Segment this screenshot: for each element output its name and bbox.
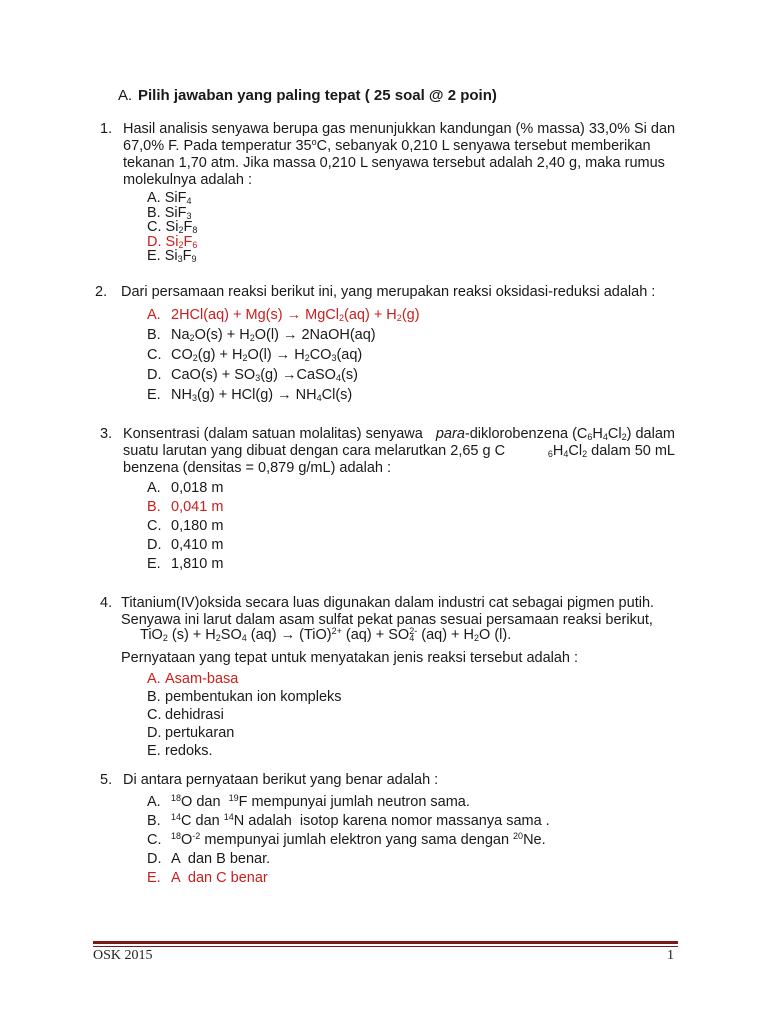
- q4-eq-s3: 4: [241, 633, 247, 643]
- q4-option-d-text: pertukaran: [165, 725, 235, 741]
- q2-option-c[interactable]: [147, 345, 420, 365]
- q2-a-p2: (aq) + H: [344, 307, 397, 323]
- q3-l1-italic: para: [435, 426, 465, 442]
- q3-option-b-correct[interactable]: [147, 498, 223, 517]
- q5-option-b[interactable]: [147, 812, 550, 831]
- q2-e-p2: (g) + HCl(g) → NH: [196, 387, 317, 403]
- q2-a-s1: 2: [338, 313, 344, 323]
- q4-option-c-text: dehidrasi: [165, 707, 224, 723]
- q1-line1: Hasil analisis senyawa berupa gas menunjukkan kandungan (% massa) 33,0% Si dan: [123, 121, 676, 137]
- q1-option-a-label: A.: [147, 190, 161, 206]
- q2-options: [147, 305, 420, 405]
- q4-option-d-label: D.: [147, 725, 162, 741]
- q2-d-p1: CaO(s) + SO: [171, 367, 256, 383]
- q2-c-p5: (aq): [336, 347, 363, 363]
- q4-eq-p5: (aq) + SO: [341, 627, 410, 643]
- q3-l2-s2: 4: [563, 449, 569, 459]
- q1-option-e-f2: F: [182, 248, 192, 264]
- q3-number: 3.: [100, 426, 113, 442]
- q5-a-p1: O dan: [181, 794, 229, 810]
- q2-c-p3: O(l) → H: [247, 347, 305, 363]
- q3-l1-b: -diklorobenzena (C: [464, 426, 588, 442]
- q4-option-e-label: E.: [147, 743, 161, 759]
- q5-option-c-label: C.: [147, 832, 162, 848]
- q5-a-sup1: 18: [171, 793, 182, 803]
- section-letter: A.: [118, 87, 133, 104]
- q1-option-e-label: E.: [147, 248, 161, 264]
- q1-option-d-s2: 6: [192, 239, 198, 250]
- q3-l1-rest: [436, 426, 675, 443]
- q2-option-c-label: C.: [147, 347, 162, 363]
- q3-l1-d: Cl: [607, 426, 622, 442]
- q4-eq-p7: O (l).: [479, 627, 512, 643]
- q5-option-d[interactable]: [147, 850, 550, 869]
- section-title: Pilih jawaban yang paling tepat ( 25 soal @ 2 poin): [138, 87, 497, 104]
- q4-option-b[interactable]: [147, 688, 342, 706]
- q3-text: [123, 426, 675, 477]
- q4-text: [121, 595, 677, 629]
- q2-c-p2: (g) + H: [197, 347, 243, 363]
- q3-l2-s1: 6: [547, 449, 553, 459]
- q2-option-d[interactable]: [147, 365, 420, 385]
- q4-options: [147, 670, 342, 760]
- q4-eq-s1: 2: [162, 633, 168, 643]
- q3-option-b-label: B.: [147, 499, 161, 515]
- q3-option-d[interactable]: [147, 536, 223, 555]
- q1-option-e[interactable]: [147, 249, 197, 264]
- q5-a-sup2: 19: [228, 793, 239, 803]
- q1-line2-a: 67,0% F. Pada temperatur 35: [123, 138, 312, 154]
- q1-option-c-label: C.: [147, 219, 162, 235]
- footer-rule-thick: [93, 941, 678, 944]
- q1-option-b-label: B.: [147, 204, 161, 221]
- q2-d-p3: (s): [340, 367, 358, 383]
- q3-option-c-label: C.: [147, 518, 162, 534]
- q1-option-e-f1: Si: [164, 248, 178, 264]
- q5-c-sup2: -2: [192, 831, 201, 841]
- q1-line4: molekulnya adalah :: [123, 172, 252, 188]
- q1-option-b-f1: SiF: [164, 204, 187, 221]
- q5-option-e-text: A dan C benar: [171, 870, 268, 886]
- q2-e-s2: 4: [316, 393, 322, 403]
- q4-eq-s4: 4: [409, 633, 415, 643]
- footer-rule-thin: [93, 946, 678, 947]
- q5-a-p2: F mempunyai jumlah neutron sama.: [238, 794, 470, 810]
- q2-e-s1: 3: [191, 393, 197, 403]
- q3-l2-d: dalam 50 mL: [587, 443, 675, 459]
- q3-option-d-text: 0,410 m: [171, 537, 224, 553]
- q3-option-e-label: E.: [147, 556, 161, 572]
- q3-l1-s3: 2: [621, 432, 627, 442]
- q4-option-c-label: C.: [147, 707, 162, 723]
- q1-option-a-f1: SiF: [164, 190, 187, 206]
- q1-option-b[interactable]: [147, 206, 197, 221]
- q2-number: 2.: [95, 284, 108, 300]
- q1-option-c-f1: Si: [165, 219, 179, 235]
- q4-equation: [140, 627, 511, 644]
- q1-option-d-f1: Si: [165, 233, 179, 250]
- q3-l1-s2: 4: [602, 432, 608, 442]
- q3-option-e-text: 1,810 m: [171, 556, 224, 572]
- q1-option-b-s1: 3: [186, 210, 192, 221]
- q5-option-b-label: B.: [147, 813, 161, 829]
- q3-l2-a: suatu larutan yang dibuat dengan cara melarutkan 2,65 g C: [123, 443, 506, 459]
- q1-option-a[interactable]: [147, 191, 197, 206]
- q3-option-d-label: D.: [147, 537, 162, 553]
- q2-b-p3: O(l) → 2NaOH(aq): [254, 327, 376, 343]
- q3-option-a[interactable]: [147, 479, 223, 498]
- q4-eq-s2: 2: [215, 633, 221, 643]
- q2-option-e[interactable]: [147, 385, 420, 405]
- q5-option-c[interactable]: [147, 831, 550, 850]
- q4-eq-p3: SO: [220, 627, 242, 643]
- q4-option-b-text: pembentukan ion kompleks: [165, 689, 342, 705]
- q5-c-p1: O: [181, 832, 193, 848]
- q1-option-d-s1: 2: [178, 239, 184, 250]
- q3-option-a-text: 0,018 m: [171, 480, 224, 496]
- q2-a-p1: 2HCl(aq) + Mg(s) → MgCl: [171, 307, 339, 323]
- q5-option-d-text: A dan B benar.: [171, 851, 271, 867]
- q4-option-a-label: A.: [147, 671, 161, 687]
- q4-option-a-correct[interactable]: [147, 670, 342, 688]
- q5-b-p2: N adalah isotop karena nomor massanya sama .: [233, 813, 550, 829]
- q4-option-e-text: redoks.: [165, 743, 213, 759]
- q4-eq-sup1: 2+: [331, 626, 342, 636]
- q5-b-p1: C dan: [181, 813, 224, 829]
- q2-option-b[interactable]: [147, 325, 420, 345]
- q2-e-p3: Cl(s): [321, 387, 353, 403]
- q5-c-sup1: 18: [171, 831, 182, 841]
- q2-c-s1: 2: [192, 353, 198, 363]
- q3-line2: [123, 443, 675, 460]
- q2-option-e-label: E.: [147, 387, 161, 403]
- q4-eq-sup2: 2-: [409, 626, 418, 636]
- q1-line2-b: C, sebanyak 0,210 L senyawa tersebut memberikan: [316, 138, 651, 154]
- q2-c-p1: CO: [171, 347, 193, 363]
- q5-option-d-label: D.: [147, 851, 162, 867]
- q3-options: [147, 479, 223, 574]
- page-number: 1: [667, 948, 674, 963]
- q1-number: 1.: [100, 121, 113, 137]
- q1-option-c-s2: 8: [192, 225, 198, 235]
- q2-option-a-correct[interactable]: [147, 305, 420, 325]
- q4-option-d[interactable]: [147, 724, 342, 742]
- q4-option-a-text: Asam-basa: [165, 671, 239, 687]
- q2-option-a-label: A.: [147, 307, 161, 323]
- q1-option-c-f2: F: [183, 219, 193, 235]
- q2-d-s1: 3: [255, 373, 261, 383]
- q2-d-p2: (g) →CaSO: [260, 367, 336, 383]
- q1-option-d-correct[interactable]: [147, 235, 197, 250]
- q1-option-a-s1: 4: [186, 196, 192, 206]
- q4-line2: Senyawa ini larut dalam asam sulfat pekat panas sesuai persamaan reaksi berikut,: [121, 612, 653, 628]
- q3-option-c[interactable]: [147, 517, 223, 536]
- q2-b-s2: 2: [249, 333, 255, 343]
- q5-option-e-label: E.: [147, 870, 161, 886]
- q2-d-s2: 4: [335, 373, 341, 383]
- q4-eq-p1: TiO: [140, 627, 163, 643]
- q5-b-sup1: 14: [171, 812, 182, 822]
- q3-l1-c: H: [592, 426, 603, 442]
- q3-line3: benzena (densitas = 0,879 g/mL) adalah :: [123, 460, 392, 476]
- q2-b-p1: Na: [171, 327, 190, 343]
- q1-option-c[interactable]: [147, 220, 197, 235]
- q1-line2: [123, 138, 675, 155]
- q1-option-e-s2: 9: [191, 254, 197, 264]
- q3-option-a-label: A.: [147, 480, 161, 496]
- q3-l2-s3: 2: [582, 449, 588, 459]
- q2-b-p2: O(s) + H: [194, 327, 250, 343]
- q5-option-a[interactable]: [147, 793, 550, 812]
- q2-c-s2: 2: [242, 353, 248, 363]
- q2-e-p1: NH: [171, 387, 192, 403]
- q4-prompt: Pernyataan yang tepat untuk menyatakan jenis reaksi tersebut adalah :: [121, 650, 579, 666]
- q5-text: Di antara pernyataan berikut yang benar adalah :: [123, 772, 439, 788]
- q4-number: 4.: [100, 595, 113, 611]
- q3-l2-rest: [548, 443, 675, 460]
- q2-b-s1: 2: [189, 333, 195, 343]
- q4-option-e[interactable]: [147, 742, 342, 760]
- q1-options: [147, 191, 197, 264]
- q4-option-c[interactable]: [147, 706, 342, 724]
- q3-l1-s1: 6: [587, 432, 593, 442]
- q1-line3: tekanan 1,70 atm. Jika massa 0,210 L senyawa tersebut adalah 2,40 g, maka rumus: [123, 155, 665, 171]
- q3-l1-a: Konsentrasi (dalam satuan molalitas) senyawa: [123, 426, 427, 442]
- q5-option-e-correct[interactable]: [147, 869, 550, 888]
- section-heading: [118, 87, 497, 104]
- q4-eq-p4: (aq) → (TiO): [246, 627, 332, 643]
- q1-option-d-f2: F: [183, 233, 193, 250]
- q2-text: Dari persamaan reaksi berikut ini, yang merupakan reaksi oksidasi-reduksi adalah :: [121, 284, 656, 300]
- q5-number: 5.: [100, 772, 113, 788]
- q2-option-d-label: D.: [147, 367, 162, 383]
- q3-l2-b: H: [552, 443, 564, 459]
- q4-eq-p6: (aq) + H: [417, 627, 475, 643]
- q4-eq-s5: 2: [474, 633, 480, 643]
- q2-c-s3: 2: [304, 353, 310, 363]
- q5-option-a-label: A.: [147, 794, 161, 810]
- q3-l1-e: ) dalam: [626, 426, 675, 442]
- q3-option-c-text: 0,180 m: [171, 518, 224, 534]
- q4-eq-p2: (s) + H: [167, 627, 216, 643]
- q1-text: [123, 121, 675, 189]
- q1-option-d-label: D.: [147, 233, 162, 250]
- q2-c-p4: CO: [309, 347, 332, 363]
- q1-option-c-s1: 2: [178, 225, 184, 235]
- q1-option-e-s1: 3: [177, 254, 183, 264]
- q2-c-s4: 3: [331, 353, 337, 363]
- q2-a-s2: 2: [396, 313, 402, 323]
- footer-label: OSK 2015: [93, 948, 153, 963]
- q2-a-p3: (g): [401, 307, 420, 323]
- q5-c-p3: Ne.: [523, 832, 546, 848]
- q1-line2-sup: o: [311, 137, 317, 147]
- q5-c-sup3: 20: [513, 831, 524, 841]
- q5-options: [147, 793, 550, 888]
- q3-l2-c: Cl: [568, 443, 583, 459]
- q3-option-b-text: 0,041 m: [171, 499, 224, 515]
- q3-option-e[interactable]: [147, 555, 223, 574]
- q5-c-p2: mempunyai jumlah elektron yang sama dengan: [200, 832, 514, 848]
- q5-b-sup2: 14: [223, 812, 234, 822]
- q4-option-b-label: B.: [147, 689, 161, 705]
- q4-line1: Titanium(IV)oksida secara luas digunakan dalam industri cat sebagai pigmen putih.: [121, 595, 655, 611]
- q2-option-b-label: B.: [147, 327, 161, 343]
- q3-line1: [123, 426, 675, 443]
